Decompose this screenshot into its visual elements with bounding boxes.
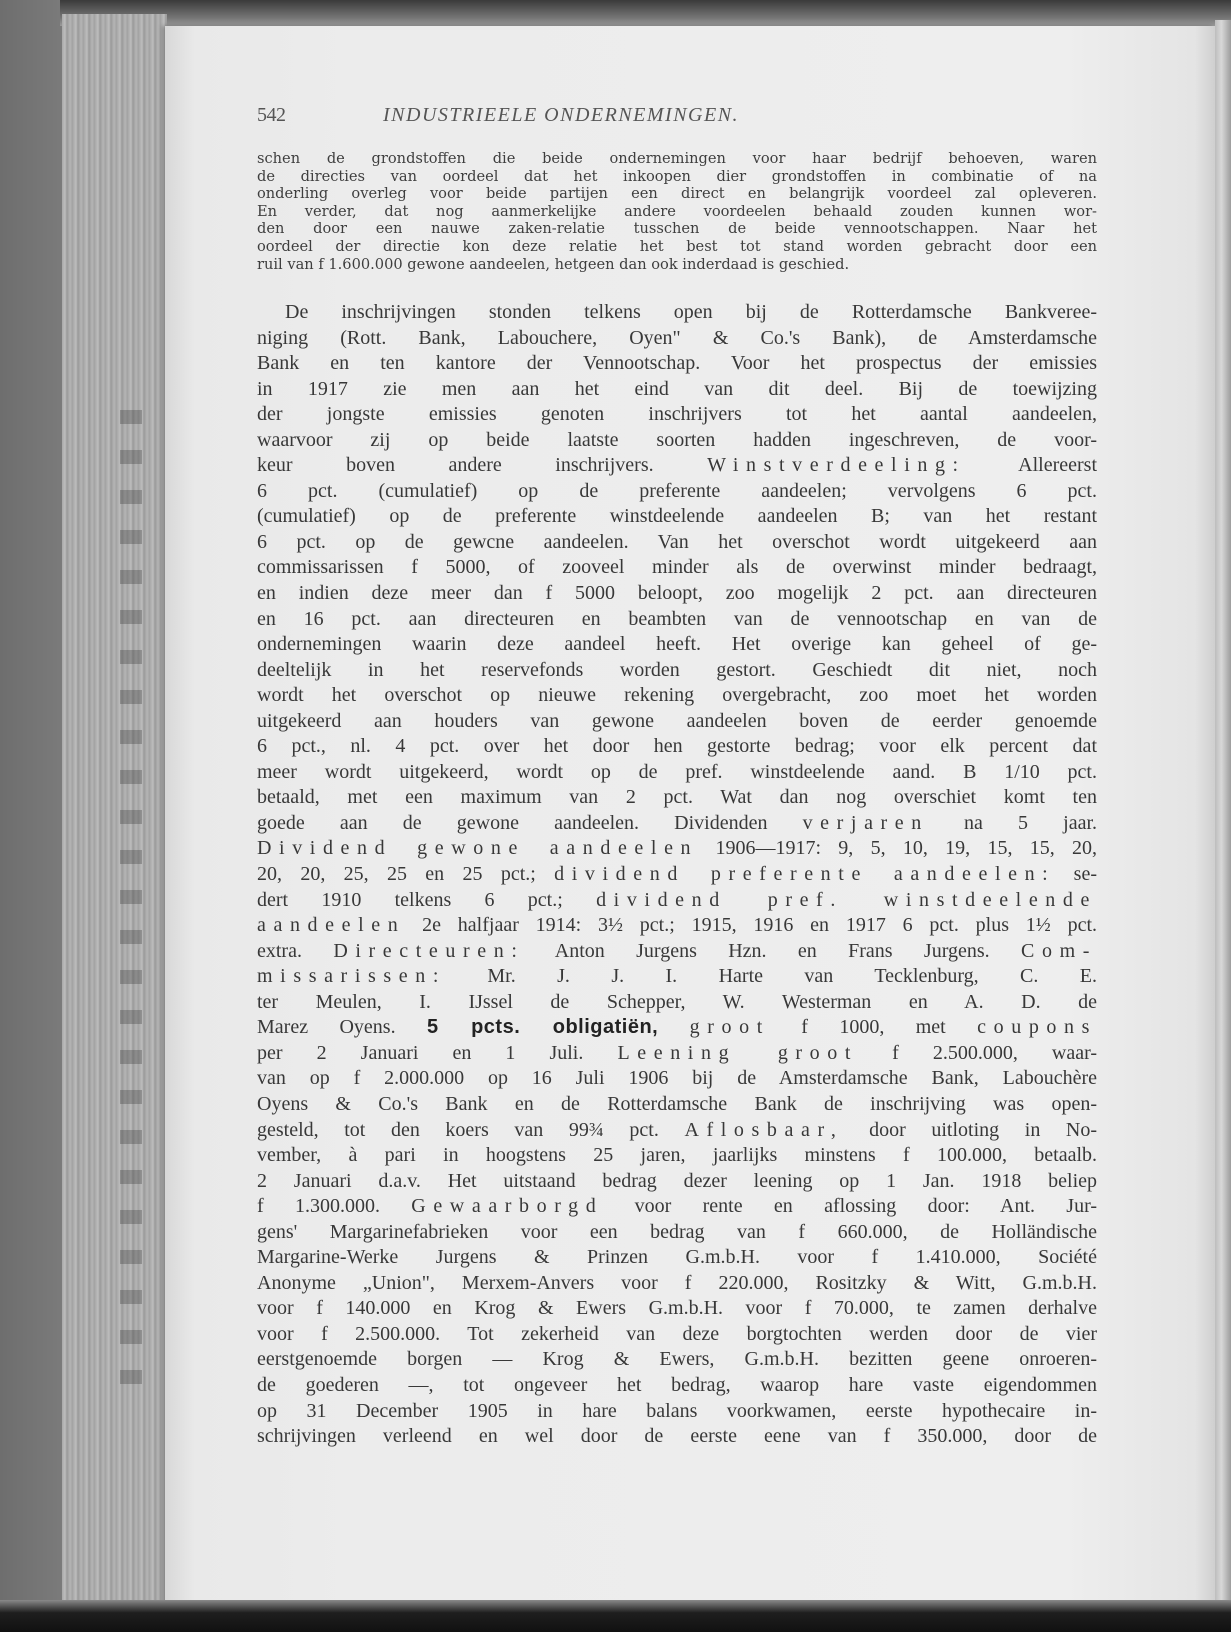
- text-line: dert 1910 telkens 6 pct.; dividend pref. winstdeelende: [257, 888, 1097, 911]
- text-line: 6 pct. (cumulatief) op de preferente aandeelen; vervolgens 6 pct.: [257, 479, 1097, 502]
- text-line: ondernemingen waarin deze aandeel heeft. Het overige kan geheel of ge-: [257, 633, 1097, 656]
- text-line: van op f 2.000.000 op 16 Juli 1906 bij de Amsterdamsche Bank, Labouchère: [257, 1067, 1097, 1090]
- text-line: en 16 pct. aan directeuren en beambten van de vennootschap en van de: [257, 607, 1097, 630]
- text-line: der jongste emissies genoten inschrijvers tot het aantal aandeelen,: [257, 403, 1097, 426]
- spaced-term-aflosbaar: Aflosbaar,: [684, 1118, 844, 1141]
- page-header: [257, 104, 1077, 134]
- spaced-term-winstverdeeling: Winstverdeeling:: [707, 454, 966, 477]
- text-line: keur boven andere inschrijvers. Winstverdeeling: Allereerst: [257, 454, 1098, 477]
- text-line: gens' Margarinefabrieken voor een bedrag van f 660.000, de Holländische: [257, 1220, 1097, 1243]
- text-line: Bank en ten kantore der Vennootschap. Voor het prospectus der emissies: [257, 352, 1097, 375]
- spaced-term-directeuren: Directeuren:: [333, 939, 525, 962]
- text-line: schrijvingen verleend en wel door de eerste eene van f 350.000, door de: [257, 1425, 1097, 1448]
- text-line: de goederen —, tot ongeveer het bedrag, waarop hare vaste eigendommen: [257, 1373, 1097, 1396]
- text-line: missarissen: Mr. J. J. I. Harte van Tecklenburg, C. E.: [257, 965, 1097, 988]
- text-line: schen de grondstoffen die beide ondernemingen voor haar bedrijf behoeven, waren: [257, 150, 1097, 167]
- text-line: ter Meulen, I. IJssel de Schepper, W. Westerman en A. D. de: [257, 990, 1097, 1013]
- spaced-term-dividend-pref-winst: dividend pref. winstdeelende: [596, 888, 1097, 911]
- text-line: ruil van f 1.600.000 gewone aandeelen, hetgeen dan ook inderdaad is geschied.: [257, 255, 850, 273]
- page-number: 542: [257, 104, 286, 126]
- text-line: De inschrijvingen stonden telkens open bij de Rotterdamsche Bankveree-: [285, 301, 1097, 323]
- text-line: eerstgenoemde borgen — Krog & Ewers, G.m.b.H. bezitten geene onroeren-: [257, 1348, 1097, 1371]
- text-line: de directies van oordeel dat het inkoopen dier grondstoffen in combinatie of na: [257, 167, 1097, 185]
- text-line: Anonyme „Union", Merxem-Anvers voor f 220.000, Rositzky & Witt, G.m.b.H.: [257, 1271, 1097, 1294]
- text-line: vember, à pari in hoogstens 25 jaren, jaarlijks minstens f 100.000, betaalb.: [257, 1144, 1097, 1167]
- text-line: oordeel der directie kon deze relatie het best tot stand worden gebracht door een: [257, 237, 1097, 255]
- spaced-term-verjaren: verjaren: [802, 811, 929, 834]
- text-line: Oyens & Co.'s Bank en de Rotterdamsche Bank de inschrijving was open-: [257, 1092, 1097, 1115]
- text-line: f 1.300.000. Gewaarborgd voor rente en aflossing door: Ant. Jur-: [257, 1195, 1098, 1218]
- page-stack-marks: [120, 410, 142, 1410]
- spaced-term-dividend-preferente: dividend preferente aandeelen:: [554, 863, 1056, 886]
- text-line: waarvoor zij op beide laatste soorten hadden ingeschreven, de voor-: [257, 428, 1097, 451]
- text-line: voor f 140.000 en Krog & Ewers G.m.b.H. voor f 70.000, te zamen derhalve: [257, 1297, 1097, 1320]
- text-line: gesteld, tot den koers van 99¾ pct. Aflosbaar, door uitloting in No-: [257, 1118, 1098, 1141]
- text-line: aandeelen 2e halfjaar 1914: 3½ pct.; 1915, 1916 en 1917 6 pct. plus 1½ pct.: [257, 914, 1097, 937]
- text-line: onderling overleg voor beide partijen een direct en belangrijk voordeel zal opleveren.: [257, 185, 1097, 203]
- page-stack-edge: [62, 14, 167, 1604]
- text-line: den door een nauwe zaken-relatie tusschen de beide vennootschappen. Naar het: [257, 220, 1097, 238]
- text-line: goede aan de gewone aandeelen. Dividenden verjaren na 5 jaar.: [257, 811, 1098, 834]
- text-line: niging (Rott. Bank, Labouchere, Oyen" & Co.'s Bank), de Amsterdamsche: [257, 326, 1097, 349]
- text-line: extra. Directeuren: Anton Jurgens Hzn. en Frans Jurgens. Com-: [257, 939, 1098, 962]
- body-paragraph: [257, 300, 1097, 1450]
- text-line: betaald, met een maximum van 2 pct. Wat dan nog overschiet komt ten: [257, 786, 1097, 809]
- text-line: in 1917 zie men aan het eind van dit deel. Bij de toewijzing: [257, 377, 1097, 400]
- text-line: 6 pct., nl. 4 pct. over het door hen gestorte bedrag; voor elk percent dat: [257, 735, 1097, 758]
- spaced-term-gewaarborgd: Gewaarborgd: [411, 1195, 604, 1218]
- text-line: Marez Oyens. 5 pcts. obligatiën, groot f 1000, met coupons: [257, 1016, 1098, 1039]
- text-line: 20, 20, 25, 25 en 25 pct.; dividend preferente aandeelen: se-: [257, 863, 1097, 886]
- text-line: 6 pct. op de gewcne aandeelen. Van het overschot wordt uitgekeerd aan: [257, 530, 1097, 553]
- text-line: Dividend gewone aandeelen 1906—1917: 9, 5, 10, 19, 15, 15, 20,: [257, 837, 1098, 860]
- spaced-term-leening: Leening groot: [617, 1041, 859, 1064]
- small-print-paragraph: [257, 150, 1097, 273]
- page-right-edge: [1215, 20, 1231, 1610]
- obligatien-heading: 5 pcts. obligatiën,: [427, 1016, 659, 1039]
- text-line: voor f 2.500.000. Tot zekerheid van deze borgtochten werden door de vier: [257, 1322, 1097, 1345]
- spaced-term-dividend-gewone: Dividend gewone aandeelen: [257, 837, 699, 860]
- text-line: uitgekeerd aan houders van gewone aandeelen boven de eerder genoemde: [257, 709, 1097, 732]
- book-top-edge: [60, 0, 1231, 26]
- text-line: per 2 Januari en 1 Juli. Leening groot f 2.500.000, waar-: [257, 1041, 1098, 1064]
- text-line: en indien deze meer dan f 5000 beloopt, zoo mogelijk 2 pct. aan directeuren: [257, 582, 1097, 605]
- spaced-term-missarissen: missarissen:: [257, 965, 446, 988]
- text-line: Margarine-Werke Jurgens & Prinzen G.m.b.H. voor f 1.410.000, Société: [257, 1246, 1097, 1269]
- running-title: INDUSTRIEELE ONDERNEMINGEN.: [383, 104, 740, 126]
- text-line: deeltelijk in het reservefonds worden gestort. Geschiedt dit niet, noch: [257, 658, 1097, 681]
- text-line: op 31 December 1905 in hare balans voorkwamen, eerste hypothecaire in-: [257, 1399, 1097, 1422]
- text-line: wordt het overschot op nieuwe rekening overgebracht, zoo moet het worden: [257, 684, 1097, 707]
- text-line: meer wordt uitgekeerd, wordt op de pref. winstdeelende aand. B 1/10 pct.: [257, 760, 1097, 783]
- book-bottom-edge: [0, 1600, 1231, 1632]
- spaced-term-aandeelen: aandeelen: [257, 914, 406, 937]
- text-line: En verder, dat nog aanmerkelijke andere voordeelen behaald zouden kunnen wor-: [257, 202, 1097, 220]
- text-line: commissarissen f 5000, of zooveel minder als de overwinst minder bedraagt,: [257, 556, 1097, 579]
- text-line: 2 Januari d.a.v. Het uitstaand bedrag dezer leening op 1 Jan. 1918 beliep: [257, 1169, 1097, 1192]
- text-line: (cumulatief) op de preferente winstdeelende aandeelen B; van het restant: [257, 505, 1097, 528]
